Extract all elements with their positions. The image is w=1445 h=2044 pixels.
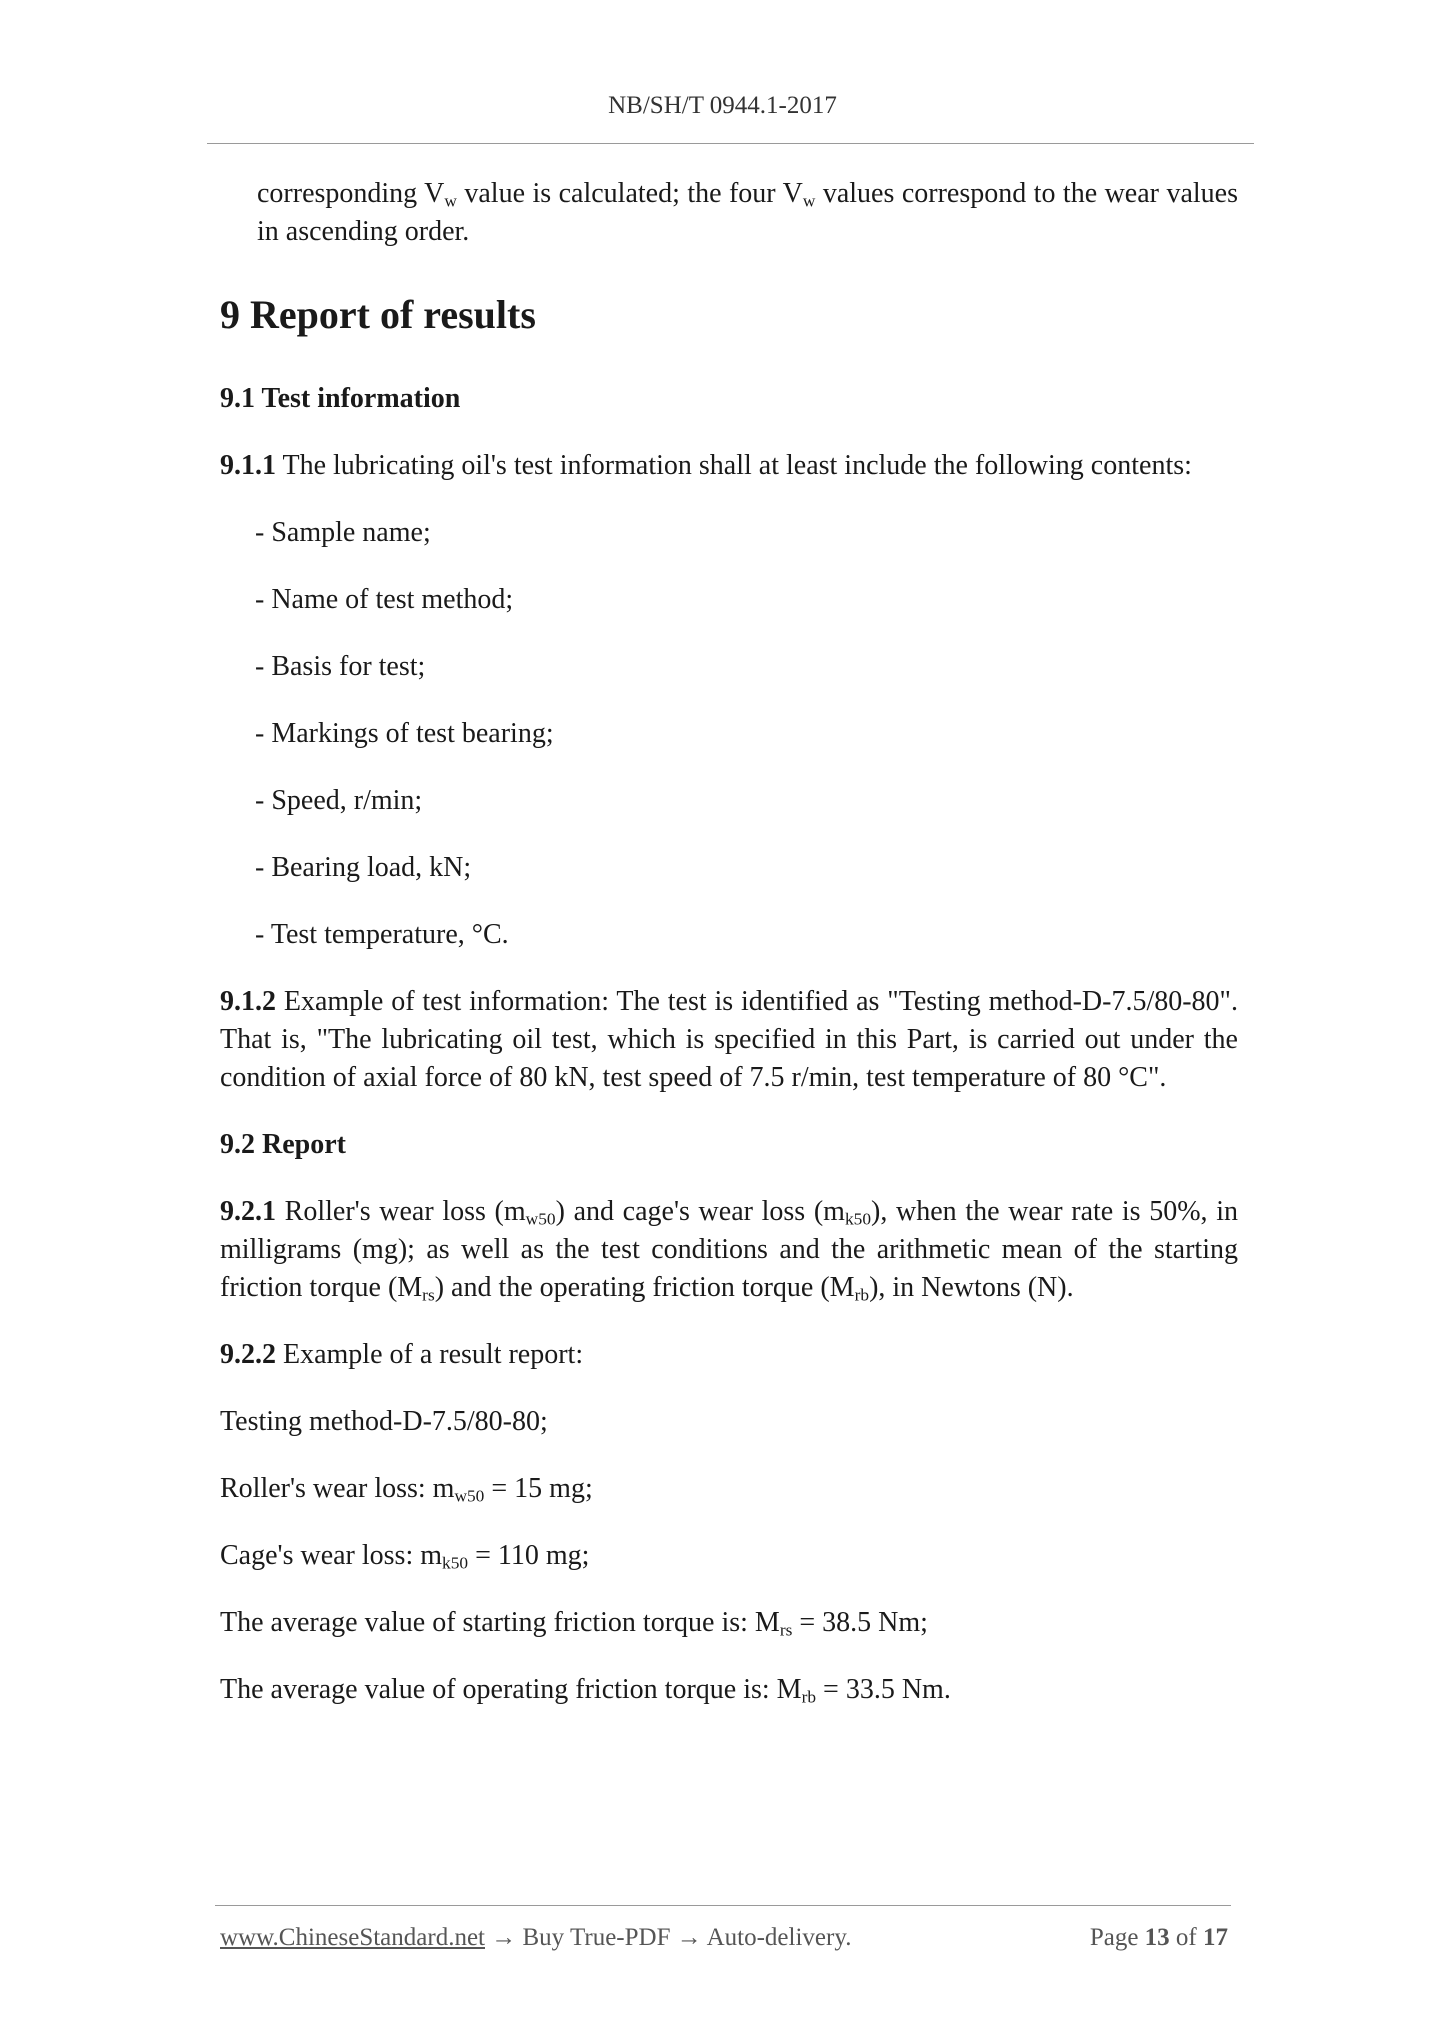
list-item: - Name of test method; — [255, 584, 514, 615]
clause-text-4: ) and the operating friction torque (M — [434, 1272, 855, 1303]
section-9-2-heading: 9.2 Report — [220, 1129, 346, 1160]
current-page: 13 — [1144, 1924, 1170, 1951]
delivery-text: Auto-delivery. — [701, 1924, 852, 1951]
example-text: Roller's wear loss: m — [220, 1473, 455, 1504]
arrow-right-icon: → — [676, 1924, 702, 1951]
clause-text: Example of test information: The test is identified as "Testing method-D-7.5/80-80". That is, "The lubricating oil test, which is specified in this Part, is carried out under the condition of axial force of 80 kN, test speed of 7.5 r/min, test temperature of 80 °C". — [220, 986, 1238, 1093]
example-cage-wear — [220, 1537, 1238, 1575]
footer-left — [220, 1924, 851, 1952]
example-roller-wear — [220, 1470, 1238, 1508]
clause-number: 9.2.1 — [220, 1196, 276, 1227]
example-value: = 38.5 Nm; — [792, 1607, 928, 1638]
intro-text-2: value is calculated; the four V — [456, 178, 803, 209]
example-starting-torque — [220, 1604, 1238, 1642]
list-item: - Speed, r/min; — [255, 785, 423, 816]
intro-paragraph — [220, 175, 1238, 251]
document-body — [220, 175, 1238, 1709]
example-method: Testing method-D-7.5/80-80; — [220, 1406, 548, 1437]
clause-text-1: Roller's wear loss (m — [276, 1196, 526, 1227]
header-divider — [207, 143, 1254, 144]
of-label: of — [1175, 1924, 1197, 1951]
list-item: - Bearing load, kN; — [255, 852, 472, 883]
clause-9-1-2 — [220, 983, 1238, 1097]
clause-9-2-1 — [220, 1193, 1238, 1307]
section-9-1-heading: 9.1 Test information — [220, 383, 461, 414]
example-text: Cage's wear loss: m — [220, 1540, 443, 1571]
website-link[interactable]: www.ChineseStandard.net — [220, 1924, 485, 1951]
page-label: Page — [1089, 1924, 1139, 1951]
intro-sub-2: w — [802, 191, 816, 211]
example-text: The average value of operating friction torque is: M — [220, 1674, 802, 1705]
example-value: = 33.5 Nm. — [816, 1674, 951, 1705]
clause-9-2-2 — [220, 1336, 1238, 1374]
subscript: k50 — [442, 1553, 469, 1573]
subscript: k50 — [844, 1209, 872, 1229]
example-value: = 110 mg; — [468, 1540, 590, 1571]
footer-divider — [215, 1905, 1231, 1906]
clause-number: 9.2.2 — [220, 1339, 276, 1370]
subscript: rs — [779, 1620, 793, 1640]
clause-number: 9.1.2 — [220, 986, 276, 1017]
intro-text-3: values correspond to the wear values in ascending order. — [257, 178, 1238, 247]
example-value: = 15 mg; — [484, 1473, 593, 1504]
clause-9-1-1 — [220, 447, 1238, 485]
clause-number: 9.1.1 — [220, 450, 276, 481]
clause-text: The lubricating oil's test information shall at least include the following contents: — [276, 450, 1192, 481]
subscript: rb — [801, 1687, 817, 1707]
list-item: - Markings of test bearing; — [255, 718, 554, 749]
list-item: - Sample name; — [255, 517, 431, 548]
clause-text-3: ), when the wear rate is 50%, in milligrams (mg); as well as the test conditions and the arithmetic mean of the starting friction torque (M — [220, 1196, 1238, 1303]
intro-text-1: corresponding V — [257, 178, 445, 209]
example-operating-torque — [220, 1671, 1238, 1709]
buy-text: Buy True-PDF — [516, 1924, 677, 1951]
subscript: w50 — [454, 1486, 485, 1506]
subscript: rb — [854, 1285, 870, 1305]
list-item: - Basis for test; — [255, 651, 426, 682]
page-number — [1090, 1924, 1228, 1952]
document-header-title: NB/SH/T 0944.1-2017 — [608, 92, 837, 119]
total-pages: 17 — [1203, 1924, 1228, 1951]
clause-text-5: ), in Newtons (N). — [869, 1272, 1074, 1303]
clause-text: Example of a result report: — [276, 1339, 584, 1370]
page-footer — [220, 1924, 1228, 1952]
list-item: - Test temperature, °C. — [255, 919, 509, 950]
clause-text-2: ) and cage's wear loss (m — [555, 1196, 845, 1227]
arrow-right-icon: → — [491, 1924, 517, 1951]
intro-sub-1: w — [444, 191, 457, 211]
subscript: w50 — [525, 1209, 556, 1229]
example-text: The average value of starting friction torque is: M — [220, 1607, 780, 1638]
section-9-heading: 9 Report of results — [220, 292, 536, 337]
subscript: rs — [422, 1285, 435, 1305]
